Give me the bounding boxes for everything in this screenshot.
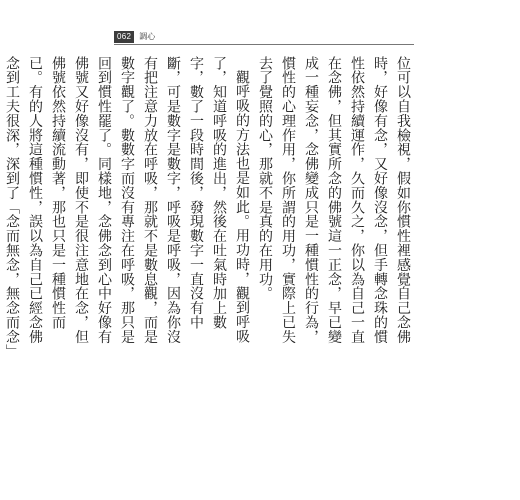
header-rule [114,44,414,45]
body-text [0,56,414,356]
page-number: 062 [114,31,134,43]
paragraph-1: 位可以自我檢視，假如你慣性裡感覺自己念佛時，好像有念，又好像沒念，但手轉念珠的慣性依然持續運作，久而久之，你以為自己一直在念佛，但其實所念的佛號這一正念，早已變成一種妄念，念佛變成只是一種慣性的行為，慣性的心理作用，你所謂的用功，實際上已失去了覺照的心，那就不是真的在用功。 [257,56,411,344]
running-header [114,30,155,44]
paragraph-2: 觀呼吸的方法也是如此。用功時，觀到呼吸了，知道呼吸的進出，然後在吐氣時加上數字，數了一段時間後，發現數字一直沒有中斷，可是數字是數字，呼吸是呼吸，因為你沒有把注意力放在呼吸，那就不是數息觀，而是數字觀了。數數字而沒有專注在呼吸，那只是回到慣性罷了。同樣地，念佛念到心中好像有佛號又好像沒有，即使不是很注意地在念，但佛號依然持續流動著，那也只是一種慣性而已。有的人將這種慣性，誤以為自己已經念佛念到工夫很深，深到了「念而無念，無念而念」 [4,56,250,352]
chapter-title: 調心 [139,32,156,41]
